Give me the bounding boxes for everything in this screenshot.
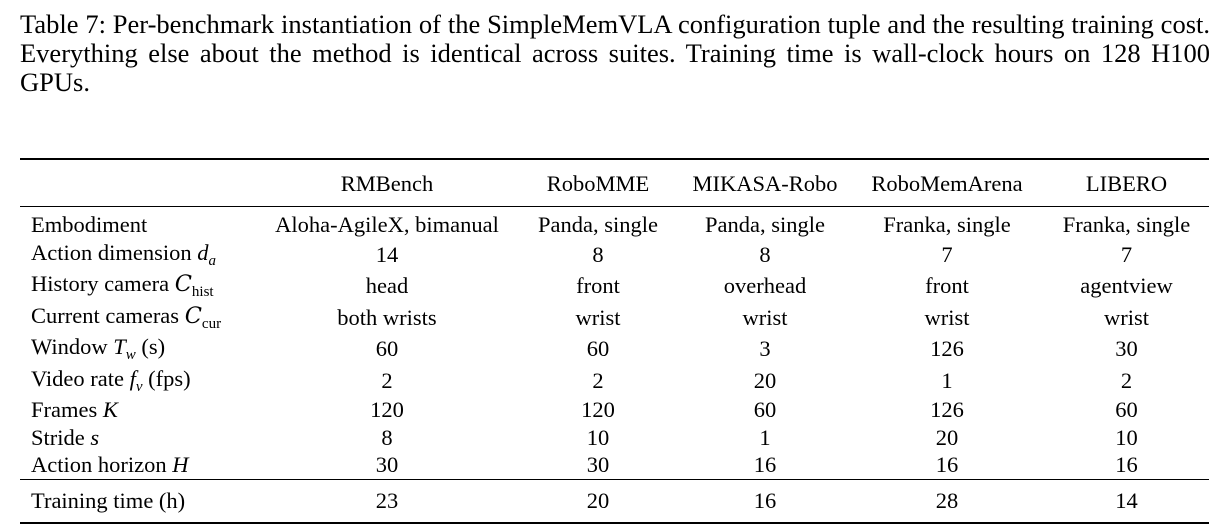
- row-label: [20, 302, 258, 334]
- table-cell: overhead: [723, 273, 807, 298]
- row-label: [20, 270, 258, 302]
- table-cell: 14: [1115, 487, 1138, 513]
- table-cell: 30: [1115, 336, 1138, 361]
- math-symbol: C: [184, 302, 202, 329]
- table-cell: both wrists: [337, 304, 437, 330]
- row-unit: (fps): [148, 365, 191, 391]
- table-cell: wrist: [924, 304, 970, 330]
- table-cell: 126: [930, 397, 964, 422]
- table-cell: front: [925, 273, 969, 298]
- table-cell: 8: [381, 424, 393, 450]
- math-subscript: a: [208, 252, 216, 269]
- table-cell: 16: [935, 452, 959, 477]
- table-cell: agentview: [1080, 273, 1173, 298]
- table-caption: Table 7: Per-benchmark instantiation of the SimpleMemVLA configuration tuple and the resulting training cost. Everything else about the method is identical across suites. Training time is wall-clock hours on 128 H100 GPUs.: [20, 9, 1210, 97]
- benchmark-config-table-container: [20, 158, 1209, 524]
- table-cell: front: [576, 273, 620, 298]
- table-cell: Franka, single: [1062, 212, 1191, 237]
- row-label-text: Embodiment: [31, 212, 148, 237]
- table-cell: Panda, single: [705, 212, 825, 237]
- row-label-text: Video rate: [31, 365, 124, 391]
- row-label: [20, 365, 258, 397]
- table-cell: 1: [759, 424, 771, 450]
- row-label-text: Action dimension: [31, 239, 192, 265]
- table-row: [20, 424, 1209, 452]
- math-subscript: v: [135, 378, 143, 395]
- table-cell: 28: [935, 487, 959, 513]
- row-label-text: Action horizon: [31, 452, 167, 477]
- row-label-text: Window: [31, 334, 108, 359]
- table-row: [20, 302, 1209, 334]
- table-row: [20, 451, 1209, 479]
- math-subscript: cur: [201, 315, 222, 332]
- math-symbol: H: [172, 452, 189, 477]
- row-unit: (s): [141, 334, 166, 359]
- table-cell: 3: [759, 336, 771, 361]
- row-label: [20, 424, 258, 452]
- table-cell: 16: [1115, 452, 1138, 477]
- math-symbol: f: [129, 365, 136, 391]
- header-row: [20, 159, 1209, 207]
- row-label-text: Stride: [31, 424, 85, 450]
- header-cell-robomme: RoboMME: [546, 171, 650, 196]
- table-cell: 10: [1115, 424, 1138, 450]
- math-symbol: s: [90, 424, 100, 450]
- table-cell: 8: [592, 241, 604, 267]
- table-cell: 14: [375, 241, 399, 267]
- row-label-text: Current cameras: [31, 302, 180, 328]
- header-cell-libero: LIBERO: [1085, 171, 1168, 196]
- table-cell: 7: [1120, 241, 1133, 267]
- table-cell: head: [365, 273, 409, 298]
- math-symbol: K: [102, 397, 118, 422]
- table-cell: 20: [935, 424, 959, 450]
- table-cell: 2: [381, 367, 393, 393]
- row-label: [20, 207, 258, 239]
- table-cell: wrist: [1104, 304, 1149, 330]
- table-row: [20, 207, 1209, 239]
- table-cell: 60: [586, 336, 610, 361]
- table-cell: 20: [586, 487, 610, 513]
- header-cell-empty: [20, 159, 258, 207]
- math-symbol: d: [197, 239, 209, 265]
- header-cell-rmbench: RMBench: [340, 171, 434, 196]
- row-label: [20, 396, 258, 424]
- row-label-text: History camera: [31, 271, 170, 296]
- header-cell-mikasa-robo: MIKASA-Robo: [692, 171, 838, 196]
- table-cell: 120: [370, 397, 404, 422]
- table-cell: 60: [1115, 397, 1138, 422]
- table-cell: 16: [753, 487, 777, 513]
- table-cell: Aloha-AgileX, bimanual: [275, 212, 499, 237]
- row-label: [20, 333, 258, 365]
- table-cell: 2: [1120, 367, 1133, 393]
- math-symbol: C: [174, 271, 192, 297]
- training-time-row: [20, 479, 1209, 523]
- table-cell: 10: [586, 424, 610, 450]
- table-row: [20, 270, 1209, 302]
- math-subscript: w: [125, 347, 136, 363]
- table-row: [20, 396, 1209, 424]
- table-cell: 30: [375, 452, 399, 477]
- row-label: [20, 239, 258, 271]
- table-cell: 7: [941, 241, 953, 267]
- row-label: [20, 479, 258, 523]
- benchmark-config-table: [20, 158, 1209, 524]
- table-cell: 20: [753, 367, 777, 393]
- table-cell: 120: [581, 397, 615, 422]
- header-cell-robomemarena: RoboMemArena: [871, 171, 1023, 196]
- math-subscript: hist: [191, 284, 214, 300]
- table-cell: Franka, single: [883, 212, 1011, 237]
- table-cell: 2: [592, 367, 604, 393]
- table-cell: wrist: [575, 304, 621, 330]
- table-cell: wrist: [742, 304, 788, 330]
- table-cell: 16: [753, 452, 777, 477]
- row-label-text: Training time (h): [31, 487, 186, 513]
- table-cell: 23: [375, 487, 399, 513]
- table-cell: 8: [759, 241, 771, 267]
- table-row: [20, 365, 1209, 397]
- table-row: [20, 333, 1209, 365]
- table-cell: 1: [941, 367, 953, 393]
- row-label: [20, 451, 258, 479]
- table-cell: 60: [375, 336, 399, 361]
- table-cell: Panda, single: [538, 212, 658, 237]
- table-row: [20, 239, 1209, 271]
- table-cell: 60: [753, 397, 777, 422]
- math-symbol: T: [113, 334, 126, 359]
- row-label-text: Frames: [31, 397, 98, 422]
- table-cell: 30: [586, 452, 610, 477]
- table-cell: 126: [930, 336, 964, 361]
